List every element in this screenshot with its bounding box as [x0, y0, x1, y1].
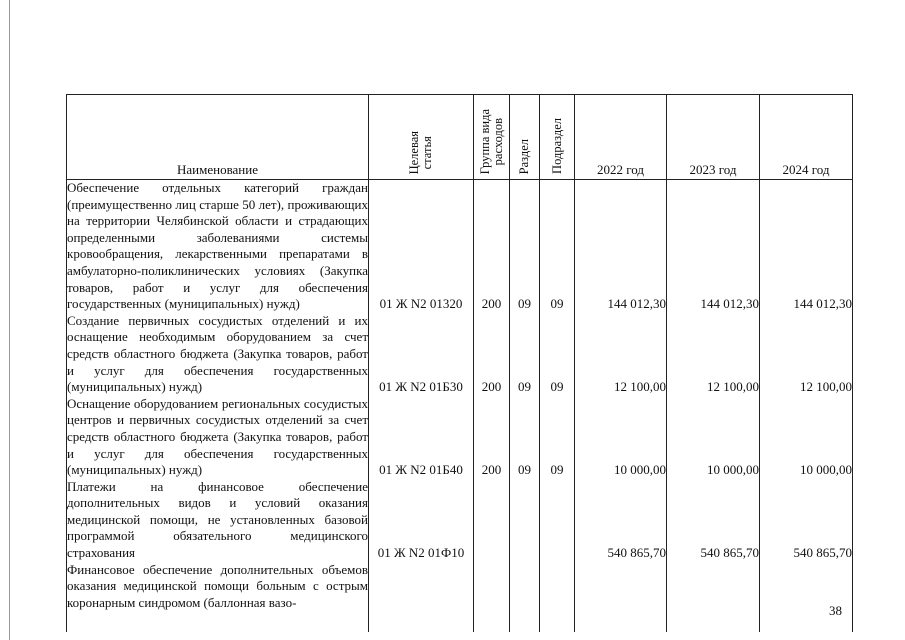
row-group: 200	[474, 313, 510, 396]
row-target: 01 Ж N2 01Б40	[369, 396, 474, 479]
row-group	[474, 479, 510, 562]
row-subsection	[540, 562, 575, 632]
row-2022	[575, 562, 667, 632]
header-target-label: Целевая статья	[407, 131, 434, 175]
header-2024: 2024 год	[760, 95, 853, 180]
row-2023: 12 100,00	[667, 313, 760, 396]
row-subsection: 09	[540, 313, 575, 396]
row-group: 200	[474, 396, 510, 479]
row-target: 01 Ж N2 01Ф10	[369, 479, 474, 562]
row-name-text: Финансовое обеспечение дополнительных объемов оказания медицинской помощи больным с острым коронарным синдромом (баллонная вазо-	[67, 561, 368, 610]
row-group	[474, 562, 510, 632]
row-2024	[760, 562, 853, 632]
budget-table	[66, 94, 853, 632]
row-subsection: 09	[540, 396, 575, 479]
row-2023	[667, 562, 760, 632]
row-2022: 144 012,30	[575, 180, 667, 313]
row-section: 09	[510, 396, 540, 479]
table-row	[67, 396, 853, 479]
row-section: 09	[510, 313, 540, 396]
header-group-label: Группа вида расходов	[477, 109, 505, 175]
table-row	[67, 479, 853, 562]
row-2022: 10 000,00	[575, 396, 667, 479]
row-2022: 12 100,00	[575, 313, 667, 396]
header-section	[510, 95, 540, 180]
page-left-edge	[9, 0, 10, 640]
row-2024: 10 000,00	[760, 396, 853, 479]
header-target	[369, 95, 474, 180]
table-row	[67, 313, 853, 396]
header-group	[474, 95, 510, 180]
row-name-text: Обеспечение отдельных категорий граждан (преимущественно лиц старше 50 лет), проживающих на территории Челябинской области и страдающих определенными заболеваниями системы кровообращения, лекарственными препаратами в амбулаторно-поликлинических условиях (Закупка товаров, работ и услуг для обеспечения государственных (муниципальных) нужд)	[67, 180, 368, 312]
row-name	[67, 180, 369, 313]
row-subsection	[540, 479, 575, 562]
header-name: Наименование	[67, 95, 369, 180]
row-section	[510, 479, 540, 562]
header-2022: 2022 год	[575, 95, 667, 180]
header-2023: 2023 год	[667, 95, 760, 180]
row-2023: 10 000,00	[667, 396, 760, 479]
row-name-text: Оснащение оборудованием региональных сосудистых центров и первичных сосудистых отделений за счет средств областного бюджета (Закупка товаров, работ и услуг для обеспечения государственных (муниципальных) нужд)	[67, 395, 368, 478]
row-target: 01 Ж N2 01320	[369, 180, 474, 313]
row-name-text: Платежи на финансовое обеспечение дополнительных видов и условий оказания медицинской помощи, не установленных базовой программой обязательного медицинского страхования	[67, 478, 368, 561]
row-section	[510, 562, 540, 632]
row-name-text: Создание первичных сосудистых отделений и их оснащение необходимым оборудованием за счет средств областного бюджета (Закупка товаров, работ и услуг для обеспечения государственных (муниципальных) нужд)	[67, 312, 368, 395]
row-target	[369, 562, 474, 632]
row-target: 01 Ж N2 01Б30	[369, 313, 474, 396]
row-name	[67, 562, 369, 632]
row-name	[67, 313, 369, 396]
row-2023: 144 012,30	[667, 180, 760, 313]
row-2024: 144 012,30	[760, 180, 853, 313]
row-2023: 540 865,70	[667, 479, 760, 562]
page-number: 38	[829, 603, 842, 618]
row-group: 200	[474, 180, 510, 313]
row-subsection: 09	[540, 180, 575, 313]
table-row	[67, 180, 853, 313]
row-2022: 540 865,70	[575, 479, 667, 562]
row-section: 09	[510, 180, 540, 313]
header-subsection-label: Подраздел	[549, 118, 564, 175]
header-subsection	[540, 95, 575, 180]
row-2024: 540 865,70	[760, 479, 853, 562]
row-2024: 12 100,00	[760, 313, 853, 396]
row-name	[67, 396, 369, 479]
row-name	[67, 479, 369, 562]
table-row	[67, 562, 853, 632]
header-section-label: Раздел	[517, 139, 531, 175]
header-row	[67, 95, 853, 180]
